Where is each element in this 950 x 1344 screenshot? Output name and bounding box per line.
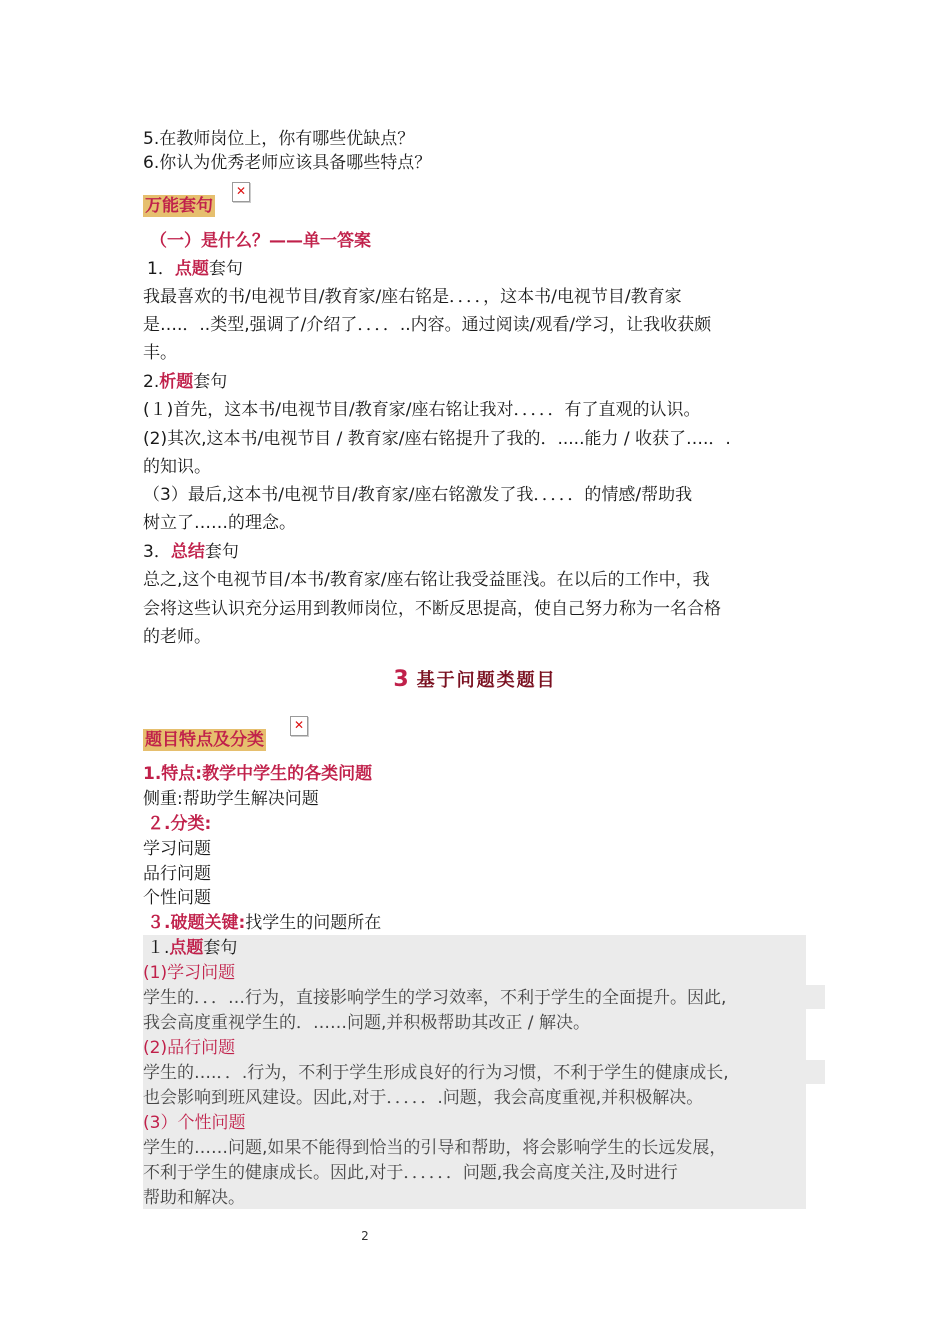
broken-image-icon: ✕ bbox=[290, 716, 308, 736]
question-5: 5.在教师岗位上，你有哪些优缺点？ bbox=[143, 129, 415, 149]
section-tag-universal-sentences: 万能套句 bbox=[145, 196, 213, 216]
shaded-box-overflow bbox=[800, 1060, 825, 1084]
section-tag-features: 题目特点及分类 bbox=[145, 730, 264, 750]
key-title: ３.破题关键: bbox=[147, 913, 246, 933]
chapter-title: 基于问题类题目 bbox=[416, 670, 557, 691]
broken-image-icon: ✕ bbox=[232, 182, 250, 202]
point-2-suffix: 套句 bbox=[193, 372, 228, 392]
box-point-prefix: １. bbox=[147, 938, 170, 958]
point-3-key: 总结 bbox=[170, 542, 205, 562]
point-2-line: (１)首先，这本书/电视节目/教育家/座右铭让我对．．．．．有了直观的认识。 bbox=[143, 400, 701, 420]
point-1-key: 点题 bbox=[174, 259, 209, 279]
point-3-line: 会将这些认识充分运用到教师岗位，不断反思提高，使自己努力称为一名合格 bbox=[143, 599, 721, 619]
box-item-title: (2)品行问题 bbox=[143, 1038, 236, 1058]
category-item: 品行问题 bbox=[143, 864, 211, 884]
page-number: 2 bbox=[361, 1229, 369, 1243]
point-3-line: 的老师。 bbox=[143, 627, 211, 647]
key-line bbox=[147, 911, 381, 935]
box-item-line: 学生的．．．…行为，直接影响学生的学习效率，不利于学生的全面提升。因此, bbox=[143, 988, 727, 1008]
point-1-line: 丰。 bbox=[143, 343, 177, 363]
question-6: 6.你认为优秀老师应该具备哪些特点？ bbox=[143, 153, 432, 173]
box-item-line: 学生的……问题,如果不能得到恰当的引导和帮助，将会影响学生的长远发展， bbox=[143, 1138, 727, 1158]
point-3-line: 总之,这个电视节目/本书/教育家/座右铭让我受益匪浅。在以后的工作中，我 bbox=[143, 570, 710, 590]
category-item: 个性问题 bbox=[143, 888, 211, 908]
point-3-heading bbox=[143, 540, 239, 564]
point-2-key: 析题 bbox=[159, 372, 194, 392]
feature-title: 1.特点:教学中学生的各类问题 bbox=[143, 764, 373, 784]
subsection-title: （一）是什么？——单一答案 bbox=[150, 231, 371, 251]
chapter-number: 3 bbox=[393, 667, 411, 692]
point-1-heading bbox=[147, 257, 243, 281]
box-item-line: 学生的….．．.行为，不利于学生形成良好的行为习惯，不利于学生的健康成长, bbox=[143, 1063, 729, 1083]
point-2-heading bbox=[143, 370, 227, 394]
box-item-line: 帮助和解决。 bbox=[143, 1188, 245, 1208]
box-item-line: 我会高度重视学生的．……问题,并积极帮助其改正 / 解决。 bbox=[143, 1013, 590, 1033]
point-1-prefix: 1． bbox=[147, 259, 175, 279]
point-2-line: 树立了……的理念。 bbox=[143, 513, 296, 533]
box-point-heading bbox=[147, 936, 237, 960]
category-title: ２.分类: bbox=[147, 814, 212, 834]
box-item-title: (3）个性问题 bbox=[143, 1113, 246, 1133]
point-1-line: 我最喜欢的书/电视节目/教育家/座右铭是．．．．，这本书/电视节目/教育家 bbox=[143, 287, 682, 307]
chapter-heading bbox=[0, 666, 950, 692]
point-2-line: 的知识。 bbox=[143, 457, 211, 477]
key-desc: 找学生的问题所在 bbox=[245, 913, 382, 933]
box-item-title: (1)学习问题 bbox=[143, 963, 236, 983]
point-1-line: 是….．..类型,强调了/介绍了．．．．..内容。通过阅读/观看/学习，让我收获颇 bbox=[143, 315, 712, 335]
point-3-suffix: 套句 bbox=[204, 542, 239, 562]
point-1-suffix: 套句 bbox=[208, 259, 243, 279]
box-point-suffix: 套句 bbox=[203, 938, 238, 958]
box-item-line: 也会影响到班风建设。因此,对于．．．．．.问题，我会高度重视,并积极解决。 bbox=[143, 1088, 704, 1108]
box-item-line: 不利于学生的健康成长。因此,对于．．．．．．问题,我会高度关注,及时进行 bbox=[143, 1163, 678, 1183]
feature-desc: 侧重:帮助学生解决问题 bbox=[143, 789, 319, 809]
point-2-line: (2)其次,这本书/电视节目 / 教育家/座右铭提升了我的．.....能力 / 收获了….．. bbox=[143, 429, 731, 449]
point-2-line: （3）最后,这本书/电视节目/教育家/座右铭激发了我．．．．．的情感/帮助我 bbox=[143, 485, 693, 505]
point-2-prefix: 2. bbox=[143, 372, 160, 392]
category-item: 学习问题 bbox=[143, 839, 211, 859]
shaded-box-overflow bbox=[800, 985, 825, 1009]
box-point-key: 点题 bbox=[169, 938, 204, 958]
point-3-prefix: 3． bbox=[143, 542, 171, 562]
